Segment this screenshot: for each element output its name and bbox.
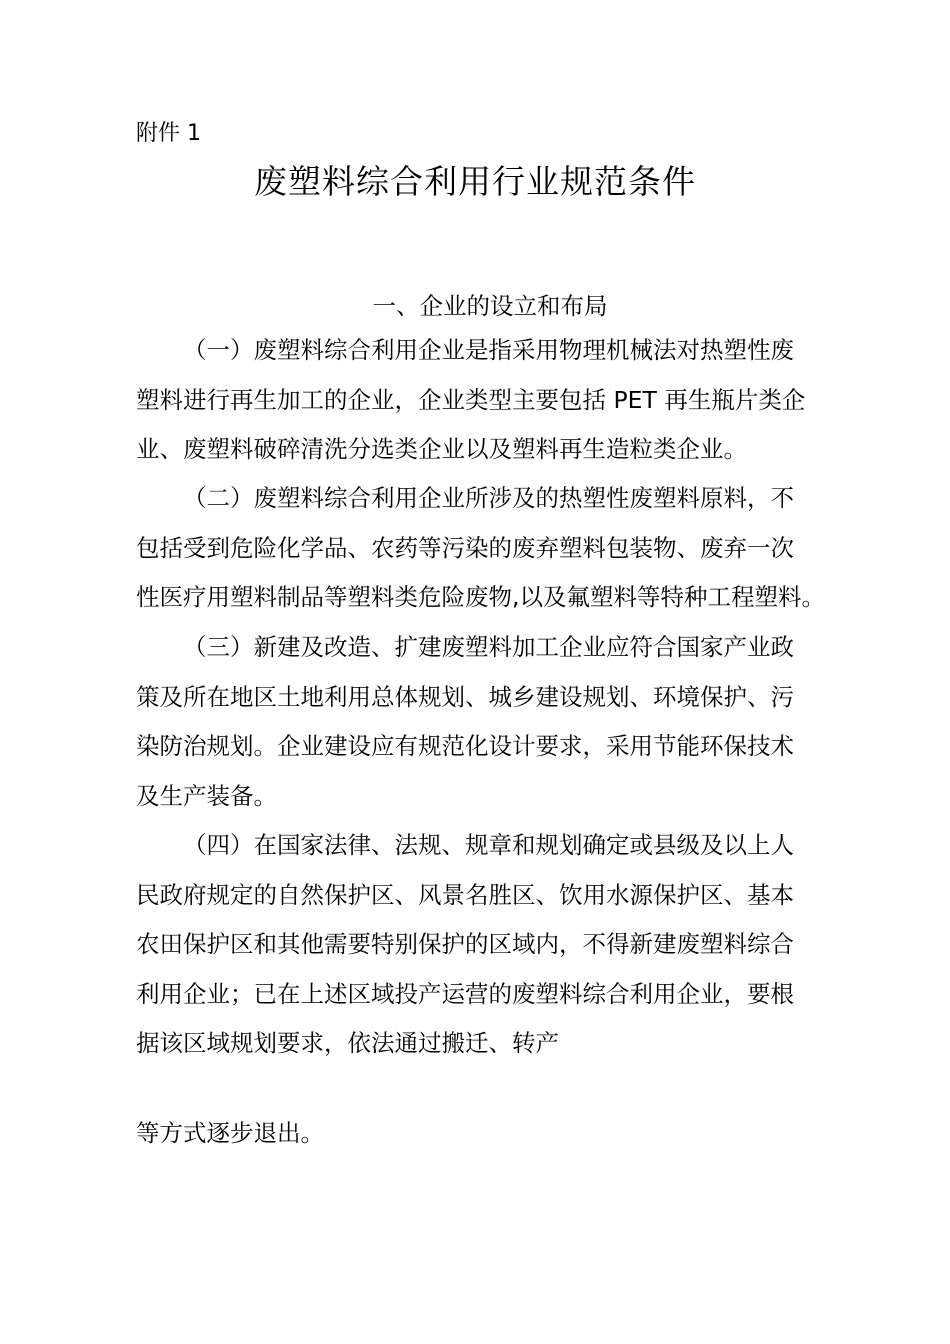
section-heading: 一、企业的设立和布局 <box>372 292 608 320</box>
paragraph-line: 包括受到危险化学品、农药等污染的废弃塑料包装物、废弃一次 <box>136 533 794 562</box>
paragraph-2 <box>136 474 850 623</box>
paragraph-line: （四）在国家法律、法规、规章和规划确定或县级及以上人 <box>183 831 794 859</box>
paragraph-line: 民政府规定的自然保护区、风景名胜区、饮用水源保护区、基本 <box>136 880 794 909</box>
document-title: 废塑料综合利用行业规范条件 <box>254 162 696 201</box>
paragraph-line: 业、废塑料破碎清洗分选类企业以及塑料再生造粒类企业。 <box>136 435 747 463</box>
paragraph-continuation: 等方式逐步退出。 <box>136 1119 324 1147</box>
paragraph-line: 性医疗用塑料制品等塑料类危险废物,以及氟塑料等特种工程塑料。 <box>136 583 825 611</box>
paragraph-line: 塑料进行再生加工的企业，企业类型主要包括 PET 再生瓶片类企 <box>136 385 806 414</box>
paragraph-line: （二）废塑料综合利用企业所涉及的热塑性废塑料原料，不 <box>183 484 794 512</box>
paragraph-line: 据该区域规划要求，依法通过搬迁、转产 <box>136 1029 559 1057</box>
paragraph-line: 及生产装备。 <box>136 781 277 810</box>
paragraph-1 <box>136 326 850 475</box>
paragraph-line: 农田保护区和其他需要特别保护的区域内，不得新建废塑料综合 <box>136 930 794 958</box>
paragraph-3 <box>136 623 850 821</box>
paragraph-line: 利用企业；已在上述区域投产运营的废塑料综合利用企业，要根 <box>136 979 794 1008</box>
paragraph-4 <box>136 821 850 1069</box>
paragraph-line: （一）废塑料综合利用企业是指采用物理机械法对热塑性废 <box>183 336 794 364</box>
paragraph-line: 染防治规划。企业建设应有规范化设计要求，采用节能环保技术 <box>136 732 794 760</box>
paragraph-line: 策及所在地区土地利用总体规划、城乡建设规划、环境保护、污 <box>136 682 794 711</box>
paragraph-line: （三）新建及改造、扩建废塑料加工企业应符合国家产业政 <box>183 633 794 661</box>
attachment-label: 附件 1 <box>136 121 201 146</box>
